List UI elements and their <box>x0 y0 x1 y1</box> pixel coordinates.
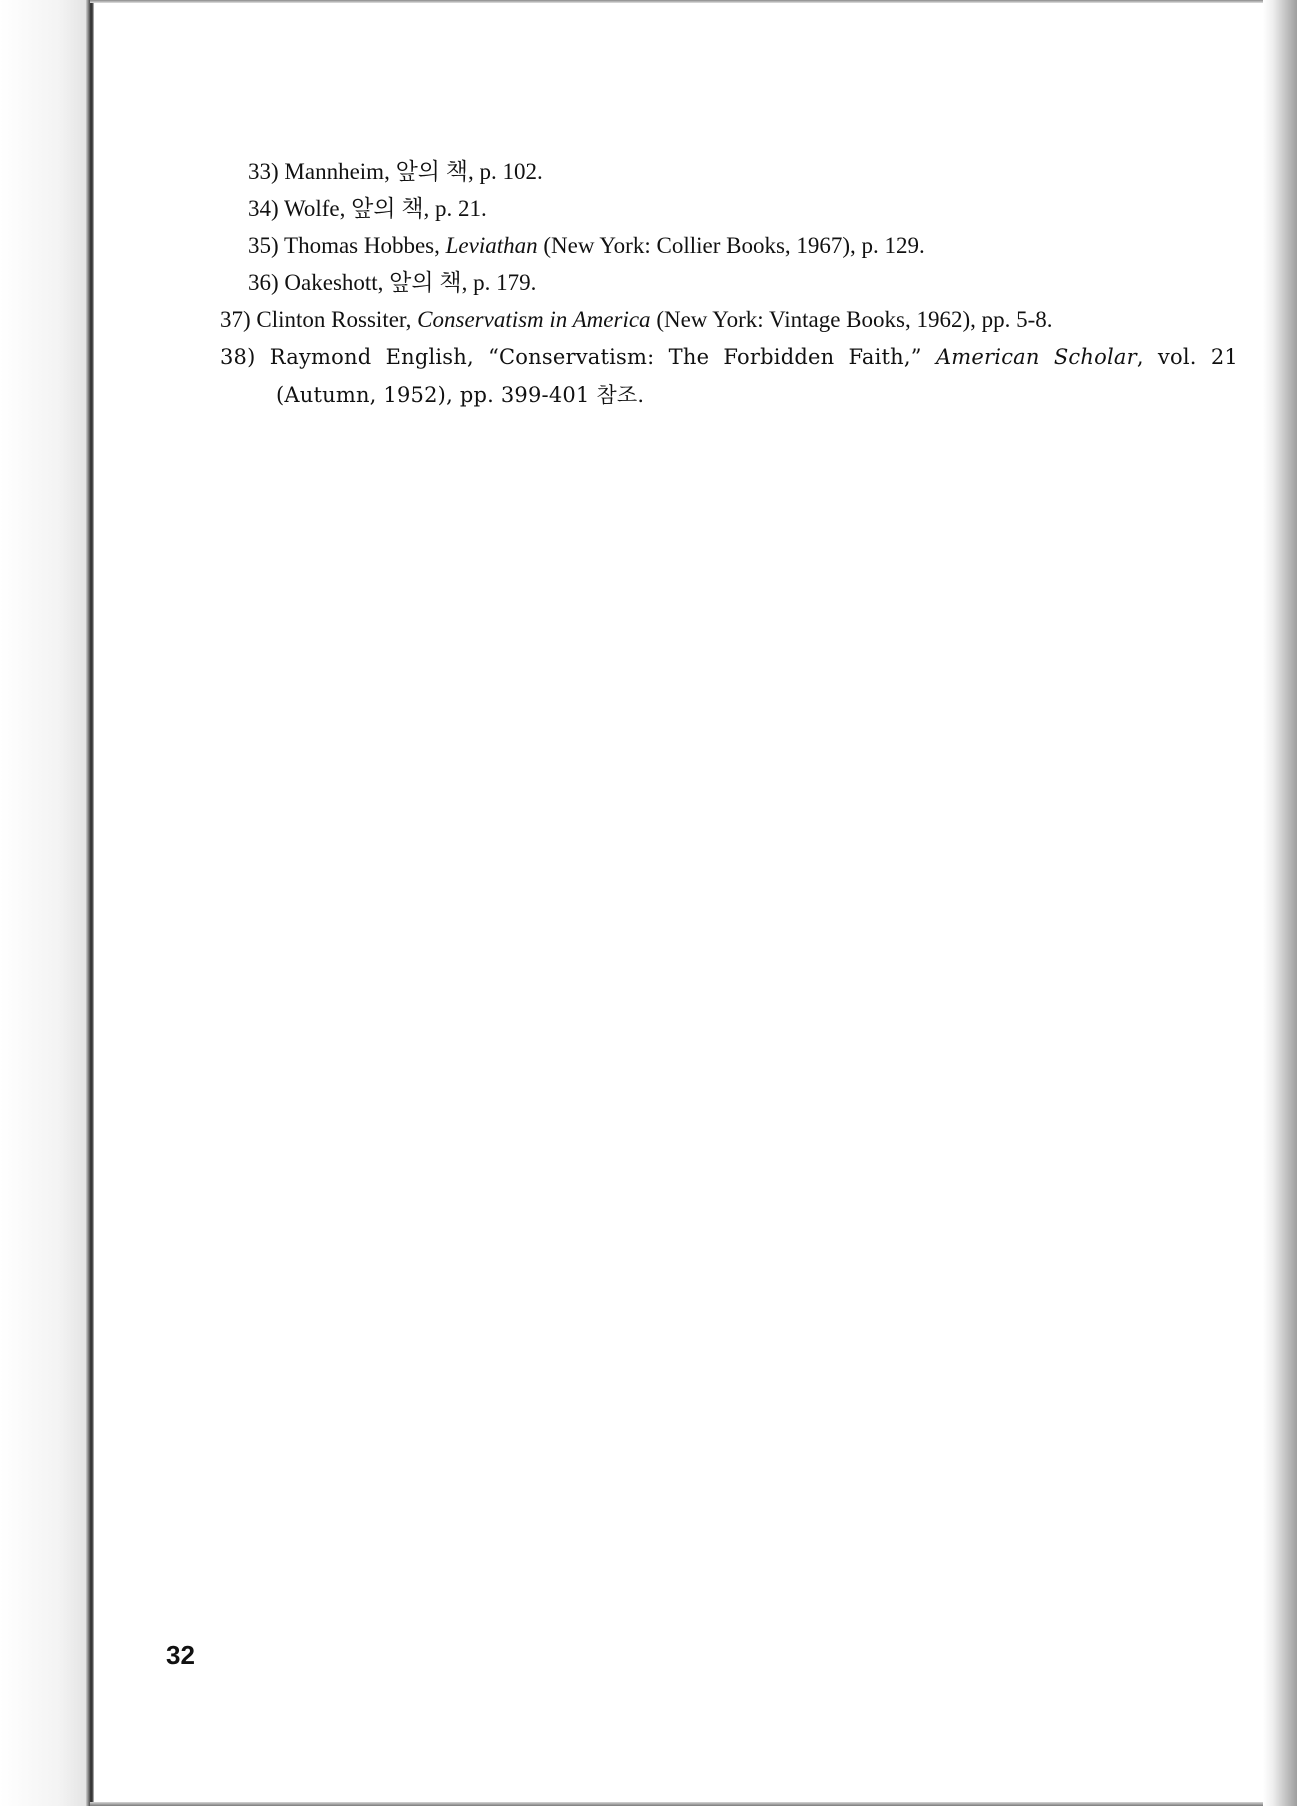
footnote-text-author: Thomas Hobbes, <box>284 233 446 258</box>
footnote-book-title: Conservatism in America <box>417 307 651 332</box>
footnote-number: 37) <box>220 307 251 332</box>
footnote-37 <box>220 301 1238 338</box>
page-number: 32 <box>166 1640 195 1670</box>
document-page <box>94 3 1263 1802</box>
footnote-36 <box>248 264 1238 301</box>
footnote-33 <box>248 153 1238 190</box>
footnote-text-author: Raymond English, “Conservatism: The Forbidden Faith,” <box>269 345 936 369</box>
footnote-number: 34) <box>248 196 279 221</box>
page-bottom-edge <box>90 1802 1297 1806</box>
footnote-number: 38) <box>220 345 256 369</box>
footnote-text-publication: (New York: Collier Books, 1967), p. 129. <box>537 233 925 258</box>
footnote-number: 35) <box>248 233 279 258</box>
page-right-shadow <box>1263 0 1297 1806</box>
footnote-38 <box>220 338 1238 414</box>
footnote-number: 36) <box>248 270 279 295</box>
footnote-text-author: Clinton Rossiter, <box>256 307 418 332</box>
scan-left-margin <box>0 0 86 1806</box>
footnote-35 <box>248 227 1238 264</box>
footnote-number: 33) <box>248 159 279 184</box>
page-binding-edge <box>86 0 94 1806</box>
footnotes-list <box>220 153 1238 414</box>
footnote-text: Wolfe, 앞의 책, p. 21. <box>284 196 487 221</box>
footnote-journal-title: American Scholar <box>935 345 1137 369</box>
footnote-text: Mannheim, 앞의 책, p. 102. <box>284 159 543 184</box>
footnote-book-title: Leviathan <box>445 233 538 258</box>
footnote-34 <box>248 190 1238 227</box>
footnote-text-publication: , vol. 21 (Autumn, 1952), pp. 399-401 참조. <box>276 345 1238 407</box>
footnote-text-publication: (New York: Vintage Books, 1962), pp. 5-8. <box>650 307 1053 332</box>
footnote-text: Oakeshott, 앞의 책, p. 179. <box>284 270 537 295</box>
